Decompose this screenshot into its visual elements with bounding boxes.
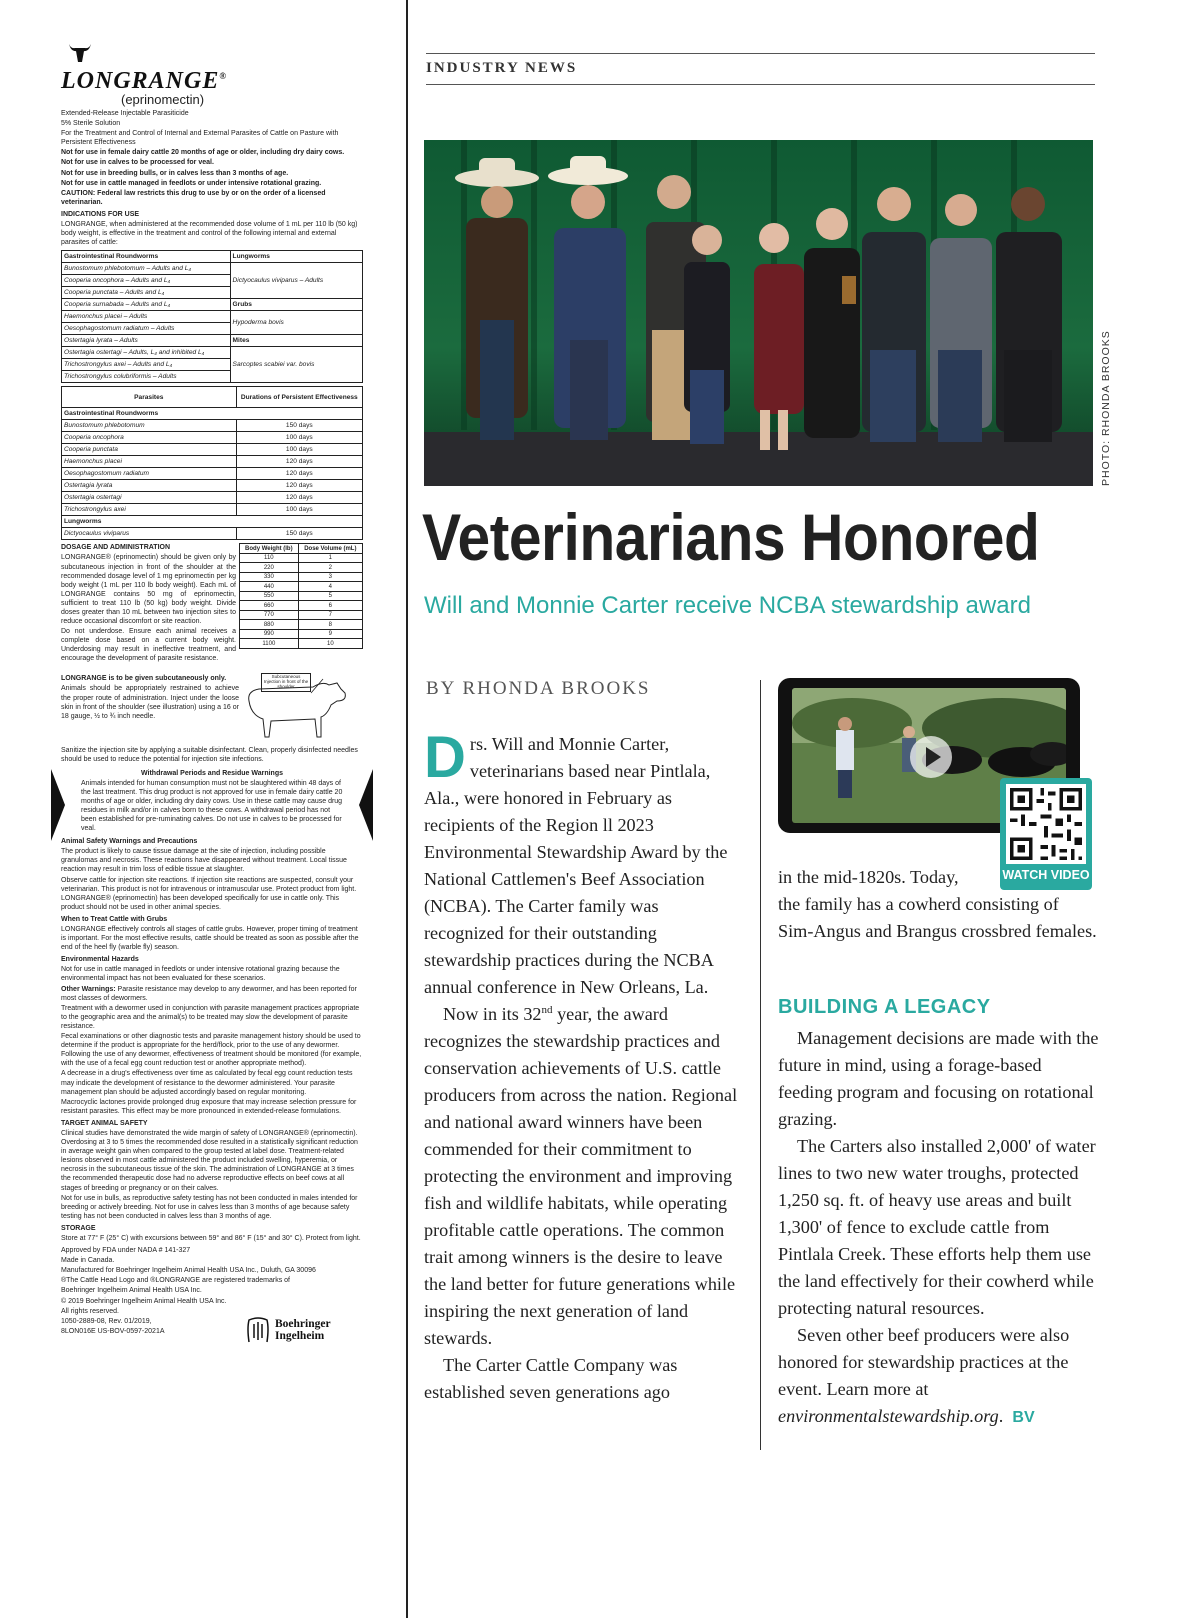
label-line: 5% Sterile Solution bbox=[61, 120, 121, 128]
award-group-photo bbox=[424, 140, 1093, 486]
storage-title: STORAGE bbox=[61, 1224, 96, 1232]
table-group: Gastrointestinal Roundworms bbox=[62, 408, 363, 420]
dosage-text-block bbox=[61, 543, 236, 664]
table-cell: Trichostrongylus colubriformis – Adults bbox=[62, 371, 231, 383]
animal-safety-text: The product is likely to cause tissue damage at the site of injection, including possible granulomas and necrosis. These reactions have disappeared without treatment. Local tissue reaction may result in trim loss of edible tissue at slaughter. bbox=[61, 848, 347, 874]
table-cell: 6 bbox=[298, 601, 362, 611]
table-cell: Trichostrongylus axei bbox=[62, 504, 237, 516]
table-cell: 880 bbox=[240, 620, 299, 630]
footer-line: 8LON016E US-BOV-0597-2021A bbox=[61, 1327, 165, 1335]
paragraph-3-continued: the family has a cowherd consisting of Sim-Angus and Brangus crossbred females. bbox=[778, 894, 1097, 941]
table-cell: 1 bbox=[298, 553, 362, 563]
label-footer bbox=[61, 1246, 363, 1342]
persistence-table bbox=[61, 386, 363, 540]
underdose-text: Do not underdose. Ensure each animal receives a complete dose based on a current body weight. Underdosing may result in ineffective treatment, and encourage the development of parasite resistance. bbox=[61, 628, 236, 663]
table-cell: Bunostomum phlebotomum – Adults and L₄ bbox=[62, 263, 231, 275]
table-cell: 550 bbox=[240, 591, 299, 601]
table-cell: Dictyocaulus viviparus – Adults bbox=[230, 263, 362, 299]
illustration-note: Subcutaneous Injection in front of the shoulder bbox=[261, 673, 311, 692]
footer-line: Boehringer Ingelheim Animal Health USA Inc. bbox=[61, 1287, 202, 1295]
paragraph-2-text: Now in its 32 bbox=[443, 1004, 542, 1024]
injection-section bbox=[61, 673, 363, 745]
table-cell: 220 bbox=[240, 563, 299, 573]
table-cell: Haemonchus placei bbox=[62, 456, 237, 468]
headline: Veterinarians Honored bbox=[422, 500, 1040, 574]
table-header: Dose Volume (mL) bbox=[298, 544, 362, 554]
fecal-text: Fecal examinations or other diagnostic tests and parasite management history should be used to determine if the product is appropriate for the herd/flock, prior to the use of any dewormer. Following the use of any dewormer, effectiveness of treatment should be monitored (for example, with the use of a fecal egg count reduction test or another appropriate method). bbox=[61, 1033, 362, 1068]
table-cell: Ostertagia lyrata bbox=[62, 480, 237, 492]
paragraph-4: Management decisions are made with the future in mind, using a forage-based feeding program and focusing on rotational grazing. bbox=[778, 1028, 1099, 1129]
ordinal-suffix: nd bbox=[541, 1003, 553, 1016]
withdrawal-box bbox=[61, 769, 363, 834]
subcut-text: Animals should be appropriately restrained to achieve the proper route of administration. Inject under the loose skin in front of the shoulder (see illustration) using a 16 or 18 gauge, ½ to ¾ inch needle. bbox=[61, 685, 239, 720]
table-cell: Hypoderma bovis bbox=[230, 311, 362, 335]
table-cell: 8 bbox=[298, 620, 362, 630]
table-cell: 120 days bbox=[236, 480, 362, 492]
subhead: Will and Monnie Carter receive NCBA stewardship award bbox=[424, 592, 1031, 619]
section-subhead: BUILDING A LEGACY bbox=[778, 996, 991, 1018]
indications-text: LONGRANGE, when administered at the recommended dose volume of 1 mL per 110 lb (50 kg) body weight, is effective in the treatment and control of the following internal and external parasites of cattle: bbox=[61, 221, 358, 247]
table-header: Grubs bbox=[230, 299, 362, 311]
table-cell: 5 bbox=[298, 591, 362, 601]
label-warning: CAUTION: Federal law restricts this drug to use by or on the order of a licensed veterinarian. bbox=[61, 189, 326, 206]
dropcap: D bbox=[424, 725, 466, 790]
dose-table bbox=[239, 543, 363, 649]
other-warnings bbox=[61, 985, 363, 1003]
footer-line: All rights reserved. bbox=[61, 1307, 119, 1315]
table-cell: Ostertagia lyrata – Adults bbox=[62, 335, 231, 347]
decrease-text: A decrease in a drug's effectiveness over time as calculated by fecal egg count reduction tests may indicate the development of resistance to the dewormer administered. Your parasite management plan should be adjusted accordingly based on regular monitoring. bbox=[61, 1070, 353, 1096]
footer-line: Approved by FDA under NADA # 141-327 bbox=[61, 1247, 191, 1255]
company-name bbox=[275, 1318, 331, 1342]
boehringer-logo-icon bbox=[245, 1316, 271, 1344]
article-column-2-top bbox=[778, 864, 988, 891]
arrow-left-icon bbox=[51, 769, 65, 841]
label-warning: Not for use in calves to be processed for veal. bbox=[61, 159, 214, 167]
section-rule bbox=[426, 84, 1095, 85]
table-cell: Oesophagostomum radiatum bbox=[62, 468, 237, 480]
parasites-table bbox=[61, 250, 363, 383]
table-cell: 770 bbox=[240, 610, 299, 620]
sanitize-text: Sanitize the injection site by applying a suitable disinfectant. Clean, properly disinfected needles should be used to reduce the potential for injection site infections. bbox=[61, 747, 358, 764]
footer-line: ®The Cattle Head Logo and ®LONGRANGE are registered trademarks of bbox=[61, 1277, 290, 1285]
table-cell: 3 bbox=[298, 572, 362, 582]
table-cell: Ostertagia ostertagi – Adults, L₄ and inhibited L₄ bbox=[62, 347, 231, 359]
table-cell: 100 days bbox=[236, 432, 362, 444]
footer-line: Manufactured for Boehringer Ingelheim Animal Health USA Inc., Duluth, GA 30096 bbox=[61, 1267, 316, 1275]
paragraph-3: The Carter Cattle Company was established seven generations ago bbox=[424, 1355, 678, 1402]
dosage-title: DOSAGE AND ADMINISTRATION bbox=[61, 544, 171, 552]
section-rule bbox=[426, 53, 1095, 54]
treatment-text: Treatment with a dewormer used in conjunction with parasite management practices appropriate to the geographic area and the animal(s) to be treated may slow the development of parasite resistance. bbox=[61, 1004, 360, 1030]
table-cell: 150 days bbox=[236, 528, 362, 540]
photo-credit: PHOTO: RHONDA BROOKS bbox=[1100, 330, 1112, 486]
table-cell: Haemonchus placei – Adults bbox=[62, 311, 231, 323]
target-text: Clinical studies have demonstrated the wide margin of safety of LONGRANGE® (eprinomectin). Overdosing at 3 to 5 times the recommended dose resulted in a statistically significant reduction in average weight gain when compared to the group tested at label dose. Treatment-related lesions observed in most cattle administered the product included swelling, hyperemia, or necrosis in the subcutaneous tissue of the skin. The administration of LONGRANGE at 3 times the recommended therapeutic dose had no adverse reproductive effects on beef cows at all stages of breeding or pregnancy or on their calves. bbox=[61, 1129, 358, 1192]
paragraph-2-text: year, the award recognizes the stewardship practices and conservation achievements of U.S. cattle producers from across the nation. Regional and national award winners have been commended for their commitment to protecting the environment and improving fish and wildlife habitats, while operating profitable cattle operations. The common trait among winners is the desire to leave the land better for future generations while inspiring the next generation of land stewards. bbox=[424, 1004, 738, 1348]
table-cell: 660 bbox=[240, 601, 299, 611]
label-warning: Not for use in breeding bulls, or in calves less than 3 months of age. bbox=[61, 169, 289, 177]
qr-code-image bbox=[1006, 784, 1086, 864]
indications-title: INDICATIONS FOR USE bbox=[61, 210, 140, 218]
column-divider bbox=[760, 680, 761, 1450]
award-photo bbox=[424, 140, 1093, 486]
play-icon[interactable] bbox=[910, 736, 952, 778]
paragraph-1-text: rs. Will and Monnie Carter, veterinarians based near Pintlala, Ala., were honored in February as recipients of the Region ll 2023 Environmental Stewardship Award by the National Cattlemen's Beef Association (NCBA). The Carter family was recognized for their outstanding stewardship practices during the NCBA annual conference in New Orleans, La. bbox=[424, 734, 728, 997]
env-text: Not for use in cattle managed in feedlots or under intensive rotational grazing because the environmental impact has not been evaluated for these scenarios. bbox=[61, 966, 340, 983]
macro-text: Macrocyclic lactones provide prolonged drug exposure that may increase selection pressure for resistant parasites. This effect may be more pronounced in extended-release formulations. bbox=[61, 1098, 357, 1115]
storage-text: Store at 77° F (25° C) with excursions between 59° and 86° F (15° and 30° C). Protect from light. bbox=[61, 1235, 361, 1242]
env-title: Environmental Hazards bbox=[61, 956, 139, 964]
paragraph-2 bbox=[424, 1001, 740, 1352]
table-cell: 120 days bbox=[236, 456, 362, 468]
paragraph-6-period: . bbox=[998, 1406, 1004, 1426]
table-cell: Trichostrongylus axei – Adults and L₄ bbox=[62, 359, 231, 371]
paragraph-6 bbox=[778, 1322, 1100, 1431]
table-cell: 7 bbox=[298, 610, 362, 620]
table-cell: Cooperia oncophora – Adults and L₄ bbox=[62, 275, 231, 287]
drug-label-column bbox=[0, 0, 408, 1618]
cattle-head-logo-icon bbox=[67, 42, 93, 64]
table-cell: 330 bbox=[240, 572, 299, 582]
watch-video-label[interactable]: WATCH VIDEO bbox=[1002, 868, 1090, 882]
table-cell: 1100 bbox=[240, 639, 299, 649]
table-cell: Cooperia punctata bbox=[62, 444, 237, 456]
table-cell: 120 days bbox=[236, 492, 362, 504]
table-cell: Sarcoptes scabiei var. bovis bbox=[230, 347, 362, 383]
footer-line: 1050-2889-08, Rev. 01/2019, bbox=[61, 1317, 152, 1325]
table-cell: 990 bbox=[240, 629, 299, 639]
table-cell: 4 bbox=[298, 582, 362, 592]
label-line: For the Treatment and Control of Internal and External Parasites of Cattle on Pasture with Persistent Effectiveness bbox=[61, 130, 339, 147]
table-cell: Cooperia surnabada – Adults and L₄ bbox=[62, 299, 231, 311]
table-cell: 10 bbox=[298, 639, 362, 649]
table-header: Parasites bbox=[62, 387, 237, 408]
table-cell: Dictyocaulus viviparus bbox=[62, 528, 237, 540]
withdrawal-text: Animals intended for human consumption must not be slaughtered within 48 days of the last treatment. This drug product is not approved for use in female dairy cattle 20 months of age or older, including dry dairy cows. Use in these cattle may cause drug residues in milk and/or in calves born to these cows. A withdrawal period has not been established for pre-ruminating calves. Do not use in calves to be processed for veal. bbox=[81, 779, 343, 833]
injection-text-block bbox=[61, 673, 239, 721]
table-header: Body Weight (lb) bbox=[240, 544, 299, 554]
dosage-section bbox=[61, 543, 363, 673]
brand-generic: (eprinomectin) bbox=[121, 92, 205, 107]
watch-video-card[interactable] bbox=[1000, 778, 1092, 890]
byline: BY RHONDA BROOKS bbox=[426, 678, 651, 699]
label-warning: Not for use in cattle managed in feedlots or under intensive rotational grazing. bbox=[61, 179, 322, 187]
table-cell: 2 bbox=[298, 563, 362, 573]
arrow-right-icon bbox=[359, 769, 373, 841]
withdrawal-title: Withdrawal Periods and Residue Warnings bbox=[140, 769, 284, 777]
other-title: Other Warnings: bbox=[61, 985, 116, 993]
footer-line: © 2019 Boehringer Ingelheim Animal Health USA Inc. bbox=[61, 1297, 227, 1305]
grubs-title: When to Treat Cattle with Grubs bbox=[61, 915, 168, 923]
company-logo bbox=[245, 1316, 331, 1344]
brand-block bbox=[61, 42, 363, 108]
article-column-2-bottom bbox=[778, 1025, 1100, 1431]
table-header: Gastrointestinal Roundworms bbox=[62, 251, 231, 263]
table-cell: Oesophagostomum radiatum – Adults bbox=[62, 323, 231, 335]
table-cell: 440 bbox=[240, 582, 299, 592]
paragraph-3-continued: in the mid-1820s. Today, bbox=[778, 867, 959, 887]
table-cell: Cooperia oncophora bbox=[62, 432, 237, 444]
article-column-1 bbox=[424, 725, 740, 1406]
table-cell: 100 days bbox=[236, 504, 362, 516]
signoff-mark: BV bbox=[1012, 1409, 1035, 1426]
paragraph-6-text: Seven other beef producers were also honored for stewardship practices at the event. Learn more at bbox=[778, 1325, 1070, 1399]
subcut-bold: LONGRANGE is to be given subcutaneously only. bbox=[61, 675, 227, 683]
table-cell: Cooperia punctata – Adults and L₄ bbox=[62, 287, 231, 299]
table-cell: 100 days bbox=[236, 444, 362, 456]
qr-code-icon[interactable] bbox=[1006, 784, 1086, 864]
dosage-text: LONGRANGE® (eprinomectin) should be given only by subcutaneous injection in front of the shoulder at the recommended dosage level of 1 mg eprinomectin per kg body weight (1 mL per 110 lb body weight). Each mL of LONGRANGE contains 50 mg of eprinomectin, sufficient to treat 110 lb (50 kg) body weight. Divide doses greater than 10 mL between two injection sites to reduce occasional discomfort or site reaction. bbox=[61, 554, 236, 626]
table-cell: 110 bbox=[240, 553, 299, 563]
label-line: Extended-Release Injectable Parasiticide bbox=[61, 110, 189, 117]
table-cell: 120 days bbox=[236, 468, 362, 480]
grubs-text: LONGRANGE effectively controls all stages of cattle grubs. However, proper timing of treatment is important. For the most effective results, cattle should be treated as soon as possible after the end of the heel fly (warble fly) season. bbox=[61, 926, 359, 952]
company-line: Ingelheim bbox=[275, 1329, 325, 1342]
video-promo[interactable] bbox=[778, 678, 1096, 890]
article-column-2 bbox=[778, 891, 1098, 945]
table-cell: 9 bbox=[298, 629, 362, 639]
observe-text: Observe cattle for injection site reactions. If injection site reactions are suspected, consult your veterinarian. This product is not for intravenous or intramuscular use. Protect product from light. LONGRANGE® (eprinomectin) has been developed specifically for use in cattle only. This product should not be used in other animal species. bbox=[61, 876, 357, 911]
label-warning: Not for use in female dairy cattle 20 months of age or older, including dry dairy cows. bbox=[61, 149, 345, 157]
table-group: Lungworms bbox=[62, 516, 363, 528]
paragraph-5: The Carters also installed 2,000' of water lines to two new water troughs, protected 1,250 sq. ft. of heavy use areas and built 1,300' of fence to exclude cattle from Pintlala Creek. These efforts help them use the land effectively for their cowherd while protecting natural resources. bbox=[778, 1136, 1096, 1318]
website-link[interactable]: environmentalstewardship.org bbox=[778, 1406, 999, 1426]
other-text: Parasite resistance may develop to any dewormer, and has been reported for most classes of dewormers. bbox=[61, 985, 357, 1002]
table-header: Lungworms bbox=[230, 251, 362, 263]
paragraph-1 bbox=[424, 725, 740, 1001]
target-title: TARGET ANIMAL SAFETY bbox=[61, 1119, 148, 1127]
company-line: Boehringer bbox=[275, 1317, 331, 1330]
table-cell: 150 days bbox=[236, 420, 362, 432]
table-header: Durations of Persistent Effectiveness bbox=[236, 387, 362, 408]
section-label: INDUSTRY NEWS bbox=[426, 60, 578, 76]
footer-line: Made in Canada. bbox=[61, 1257, 115, 1265]
bulls-text: Not for use in bulls, as reproductive safety testing has not been conducted in males intended for breeding or actively breeding. Not for use in calves less than 3 months of age because safety testing has not been conducted in calves less than 3 months of age. bbox=[61, 1194, 358, 1220]
drug-label bbox=[61, 42, 363, 1342]
table-cell: Ostertagia ostertagi bbox=[62, 492, 237, 504]
animal-safety-title: Animal Safety Warnings and Precautions bbox=[61, 838, 198, 846]
brand-name: LONGRANGE® bbox=[61, 68, 228, 94]
table-cell: Bunostomum phlebotomum bbox=[62, 420, 237, 432]
table-header: Mites bbox=[230, 335, 362, 347]
